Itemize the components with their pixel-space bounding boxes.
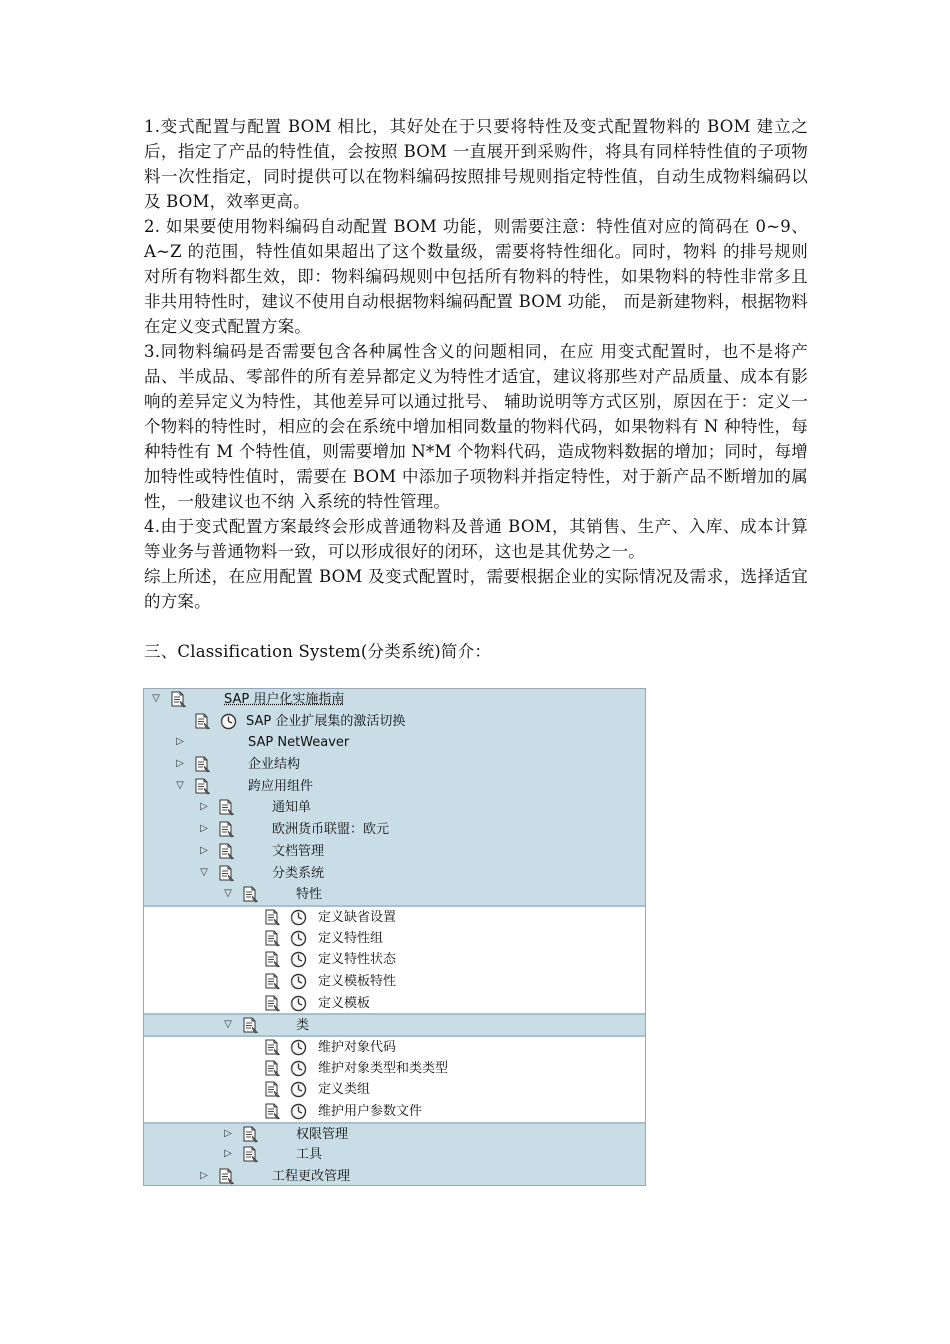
tree-node-label[interactable]: 维护对象类型和类类型 <box>318 1060 449 1076</box>
tree-node[interactable] <box>144 863 645 885</box>
documentation-icon[interactable] <box>218 1168 235 1185</box>
documentation-icon[interactable] <box>264 995 281 1012</box>
tree-node[interactable] <box>144 689 645 711</box>
tree-node-label[interactable]: 工程更改管理 <box>272 1169 351 1185</box>
tree-node-label[interactable]: 企业结构 <box>248 757 301 773</box>
tree-node[interactable] <box>144 1036 645 1058</box>
tree-node-label[interactable]: 定义模板特性 <box>318 973 397 989</box>
tree-node[interactable] <box>144 732 645 754</box>
expand-triangle-icon[interactable]: ▷ <box>224 1148 232 1160</box>
expand-triangle-icon[interactable]: ▷ <box>176 758 184 770</box>
expand-triangle-icon[interactable]: ▷ <box>176 736 184 748</box>
execute-activity-clock-icon[interactable] <box>290 1039 307 1056</box>
tree-node-label[interactable]: 定义特性组 <box>318 930 384 946</box>
tree-node-label[interactable]: 权限管理 <box>296 1126 349 1142</box>
tree-node-label[interactable]: 维护对象代码 <box>318 1040 397 1055</box>
paragraph-3: 3.同物料编码是否需要包含各种属性含义的问题相同，在应 用变式配置时，也不是将产品、半成品、零部件的所有差异都定义为特性才适宜，建议将那些对产品质量、成本有影响的差异定义为特性，其他差异可以通过批号、 辅助说明等方式区别，原因在于：定义一个物料的特性时，相应的会在系统中增加相同数量的物料代码，如果物料有 N 种特性，每种特性有 M 个特性值，则需要增加 N*M 个物料代码，造成物料数据的增加；同时，每增加特性或特性值时，需要在 BOM 中添加子项物料并指定特性，对于新产品不断增加的属性，一般建议也不纳 入系统的特性管理。 <box>144 342 808 511</box>
tree-node[interactable] <box>144 711 645 733</box>
execute-activity-clock-icon[interactable] <box>290 930 307 947</box>
tree-node-label[interactable]: 定义特性状态 <box>318 952 397 968</box>
document-body <box>144 114 808 664</box>
tree-node[interactable] <box>144 928 645 950</box>
documentation-icon[interactable] <box>218 865 235 882</box>
documentation-icon[interactable] <box>264 1039 281 1056</box>
tree-node-label[interactable]: 分类系统 <box>272 865 325 881</box>
expand-triangle-icon[interactable]: ▷ <box>200 801 208 813</box>
tree-node[interactable] <box>144 1144 645 1166</box>
documentation-icon[interactable] <box>194 756 211 773</box>
tree-node[interactable] <box>144 1058 645 1080</box>
execute-activity-clock-icon[interactable] <box>290 951 307 968</box>
paragraph-spacer <box>144 614 808 639</box>
documentation-icon[interactable] <box>194 778 211 795</box>
tree-node[interactable] <box>144 1079 645 1101</box>
tree-node[interactable] <box>144 819 645 841</box>
tree-node-label[interactable]: 通知单 <box>272 800 312 816</box>
paragraph-1: 1.变式配置与配置 BOM 相比，其好处在于只要将特性及变式配置物料的 BOM 建立之后，指定了产品的特性值，会按照 BOM 一直展开到采购件，将具有同样特性值的子项物料一次性指定，同时提供可以在物料编码按照排号规则指定特性值，自动生成物料编码以及 BOM，效率更高。 <box>144 117 808 211</box>
tree-node-label[interactable]: 特性 <box>296 887 323 903</box>
documentation-icon[interactable] <box>218 843 235 860</box>
expand-triangle-icon[interactable]: ▷ <box>200 844 208 856</box>
sap-img-tree <box>143 688 646 1186</box>
collapse-triangle-icon[interactable]: ▽ <box>152 693 160 704</box>
execute-activity-clock-icon[interactable] <box>290 1060 307 1077</box>
tree-node[interactable] <box>144 1101 645 1123</box>
documentation-icon[interactable] <box>242 886 259 903</box>
collapse-triangle-icon[interactable]: ▽ <box>224 888 232 900</box>
documentation-icon[interactable] <box>264 951 281 968</box>
documentation-icon[interactable] <box>264 930 281 947</box>
expand-triangle-icon[interactable]: ▷ <box>200 823 208 835</box>
tree-node[interactable] <box>144 993 645 1015</box>
expand-triangle-icon[interactable]: ▷ <box>224 1127 232 1139</box>
tree-node-label[interactable]: 定义类组 <box>318 1082 371 1098</box>
tree-node[interactable] <box>144 884 645 906</box>
tree-node[interactable] <box>144 1123 645 1145</box>
tree-node[interactable] <box>144 971 645 993</box>
collapse-triangle-icon[interactable]: ▽ <box>176 779 184 791</box>
execute-activity-clock-icon[interactable] <box>290 995 307 1012</box>
tree-node-label[interactable]: 欧洲货币联盟：欧元 <box>272 822 390 838</box>
tree-node[interactable] <box>144 841 645 863</box>
expand-triangle-icon[interactable]: ▷ <box>200 1170 208 1182</box>
tree-node-label[interactable]: 定义缺省设置 <box>318 909 397 925</box>
tree-node[interactable] <box>144 776 645 798</box>
execute-activity-clock-icon[interactable] <box>290 909 307 926</box>
paragraph-4: 4.由于变式配置方案最终会形成普通物料及普通 BOM，其销售、生产、入库、成本计算等业务与普通物料一致，可以形成很好的闭环，这也是其优势之一。 <box>144 517 808 561</box>
tree-node-label[interactable]: 跨应用组件 <box>248 778 314 794</box>
documentation-icon[interactable] <box>218 821 235 838</box>
documentation-icon[interactable] <box>218 799 235 816</box>
tree-node-label[interactable]: 文档管理 <box>272 843 325 859</box>
paragraph-2: 2. 如果要使用物料编码自动配置 BOM 功能，则需要注意：特性值对应的简码在 0~9、A~Z 的范围，特性值如果超出了这个数量级，需要将特性细化。同时，物料 的排号规则对所有物料都生效，即：物料编码规则中包括所有物料的特性，如果物料的特性非常多且非共用特性时，建议不使用自动根据物料编码配置 BOM 功能， 而是新建物料，根据物料在定义变式配置方案。 <box>144 217 808 336</box>
documentation-icon[interactable] <box>264 973 281 990</box>
execute-activity-clock-icon[interactable] <box>290 1081 307 1098</box>
tree-node[interactable] <box>144 1014 645 1036</box>
section-heading: 三、Classification System(分类系统)简介： <box>144 642 492 661</box>
tree-node-label[interactable]: SAP 用户化实施指南 <box>224 692 345 707</box>
documentation-icon[interactable] <box>170 691 187 708</box>
tree-node[interactable] <box>144 1166 645 1186</box>
tree-node-label[interactable]: 维护用户参数文件 <box>318 1104 423 1120</box>
tree-node[interactable] <box>144 797 645 819</box>
tree-node-label[interactable]: 工具 <box>296 1147 323 1163</box>
documentation-icon[interactable] <box>242 1017 259 1034</box>
documentation-icon[interactable] <box>264 1103 281 1120</box>
documentation-icon[interactable] <box>242 1126 259 1143</box>
documentation-icon[interactable] <box>264 1060 281 1077</box>
tree-node-label[interactable]: 定义模板 <box>318 995 371 1011</box>
documentation-icon[interactable] <box>194 713 211 730</box>
tree-node[interactable] <box>144 949 645 971</box>
collapse-triangle-icon[interactable]: ▽ <box>224 1019 232 1031</box>
tree-node-label[interactable]: 类 <box>296 1018 310 1034</box>
execute-activity-clock-icon[interactable] <box>290 973 307 990</box>
tree-node-label[interactable]: SAP 企业扩展集的激活切换 <box>246 713 406 729</box>
documentation-icon[interactable] <box>264 909 281 926</box>
tree-node-label[interactable]: SAP NetWeaver <box>248 735 350 751</box>
tree-node[interactable] <box>144 754 645 776</box>
paragraph-5: 综上所述，在应用配置 BOM 及变式配置时，需要根据企业的实际情况及需求，选择适宜的方案。 <box>144 567 808 611</box>
documentation-icon[interactable] <box>264 1081 281 1098</box>
documentation-icon[interactable] <box>242 1146 259 1163</box>
execute-activity-clock-icon[interactable] <box>290 1103 307 1120</box>
collapse-triangle-icon[interactable]: ▽ <box>200 866 208 878</box>
tree-node[interactable] <box>144 906 645 928</box>
execute-activity-clock-icon[interactable] <box>220 713 237 730</box>
